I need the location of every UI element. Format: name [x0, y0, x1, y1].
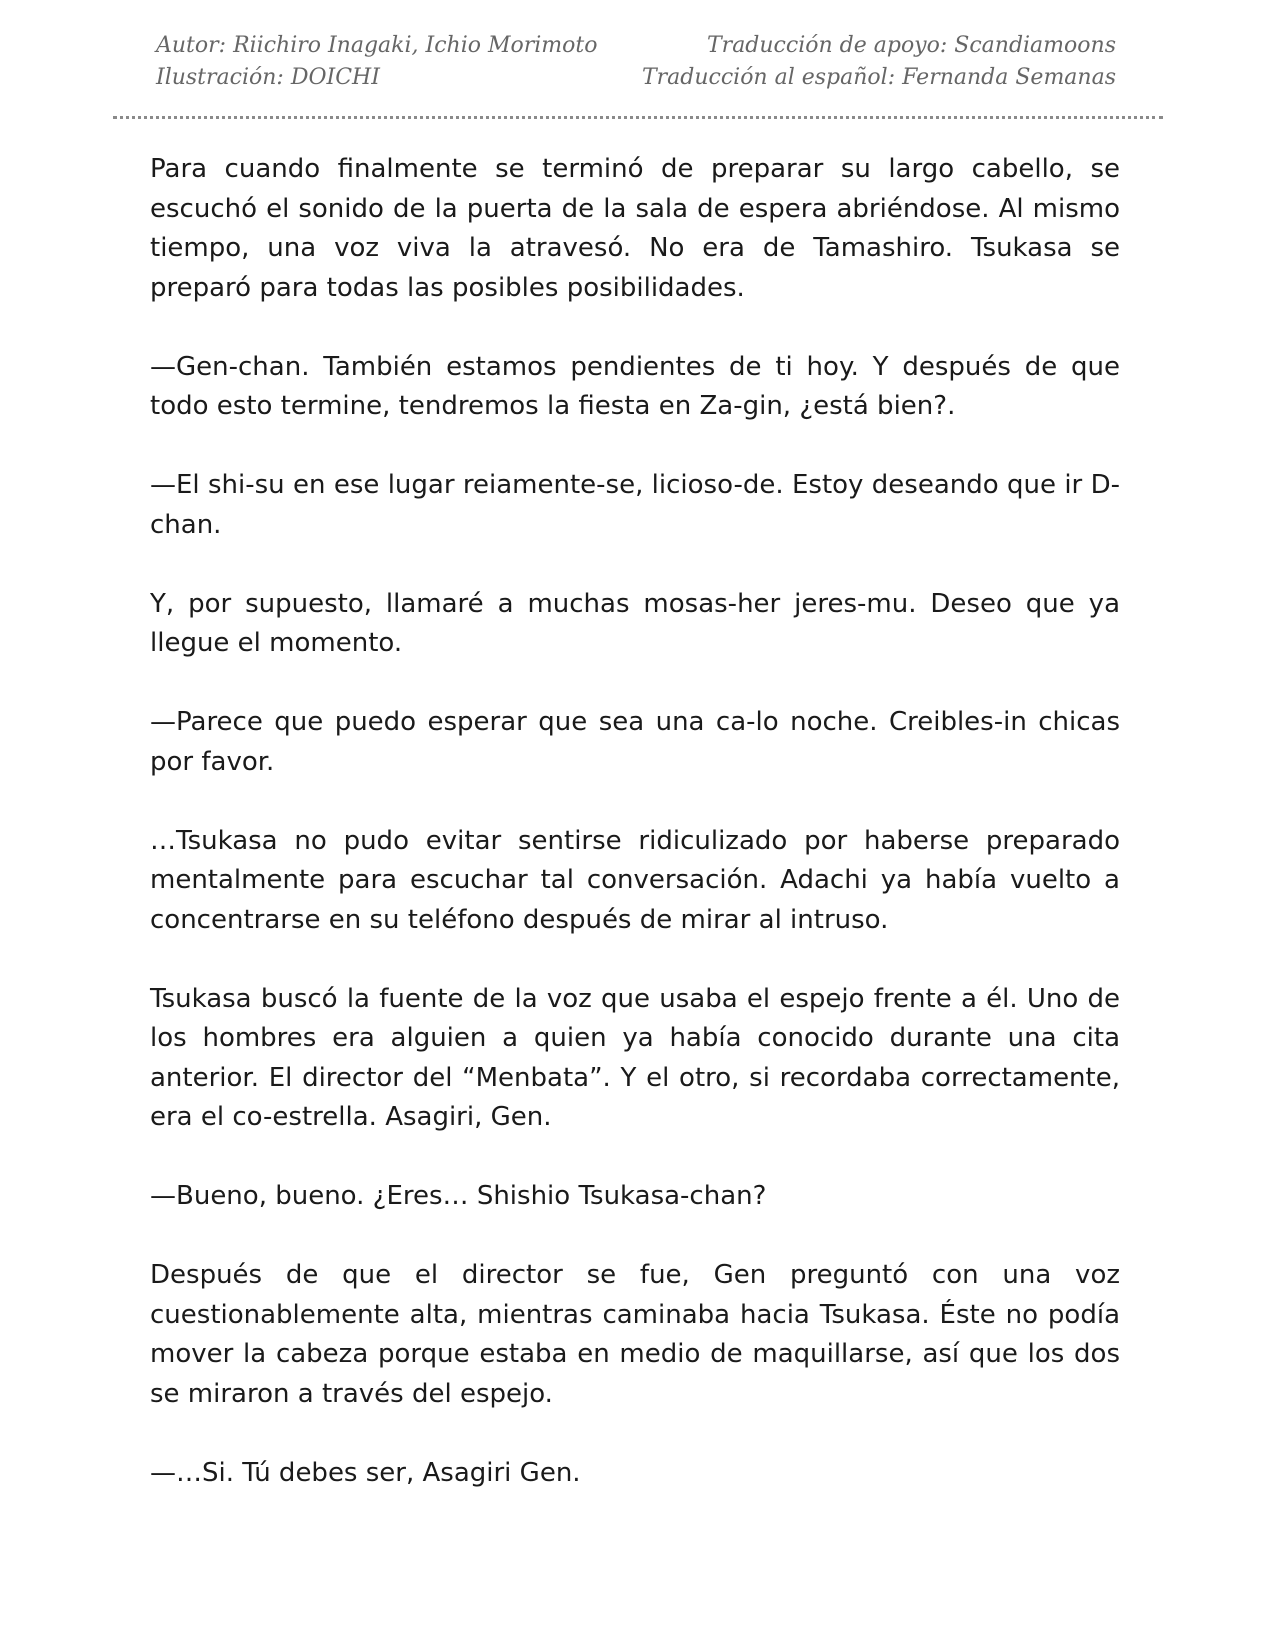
paragraph: —Gen-chan. También estamos pendientes de ti hoy. Y después de que todo esto termine, tendremos la fiesta en Za-gin, ¿está bien?. [150, 351, 1120, 421]
page-header [156, 30, 1116, 94]
paragraph: …Tsukasa no pudo evitar sentirse ridiculizado por haberse preparado mentalmente para escuchar tal conversación. Adachi ya había vuelto a concentrarse en su teléfono después de mirar al intruso. [150, 825, 1120, 935]
header-row-1 [156, 30, 1116, 62]
body-text [150, 150, 1120, 1533]
paragraph: Después de que el director se fue, Gen preguntó con una voz cuestionablemente alta, mientras caminaba hacia Tsukasa. Éste no podía mover la cabeza porque estaba en medio de maquillarse, así que los dos se miraron a través del espejo. [150, 1260, 1120, 1409]
header-divider [113, 116, 1163, 119]
header-row-2 [156, 62, 1116, 94]
spanish-translation-credit: Traducción al español: Fernanda Semanas [641, 65, 1116, 90]
illustration-credit: Ilustración: DOICHI [156, 65, 380, 90]
paragraph: —Parece que puedo esperar que sea una ca-lo noche. Creibles-in chicas por favor. [150, 707, 1120, 777]
paragraph: —Bueno, bueno. ¿Eres… Shishio Tsukasa-chan? [150, 1181, 767, 1211]
support-translation-credit: Traducción de apoyo: Scandiamoons [707, 33, 1116, 58]
paragraph: —El shi-su en ese lugar reiamente-se, licioso-de. Estoy deseando que ir D-chan. [150, 470, 1120, 540]
author-credit: Autor: Riichiro Inagaki, Ichio Morimoto [156, 33, 598, 58]
paragraph: Y, por supuesto, llamaré a muchas mosas-her jeres-mu. Deseo que ya llegue el momento. [150, 588, 1120, 658]
paragraph: Tsukasa buscó la fuente de la voz que usaba el espejo frente a él. Uno de los hombres era alguien a quien ya había conocido durante una cita anterior. El director del “Menbata”. Y el otro, si recordaba correctamente, era el co-estrella. Asagiri, Gen. [150, 983, 1120, 1132]
paragraph: Para cuando finalmente se terminó de preparar su largo cabello, se escuchó el sonido de la puerta de la sala de espera abriéndose. Al mismo tiempo, una voz viva la atravesó. No era de Tamashiro. Tsukasa se preparó para todas las posibles posibilidades. [150, 154, 1120, 303]
paragraph: —…Si. Tú debes ser, Asagiri Gen. [150, 1457, 581, 1488]
